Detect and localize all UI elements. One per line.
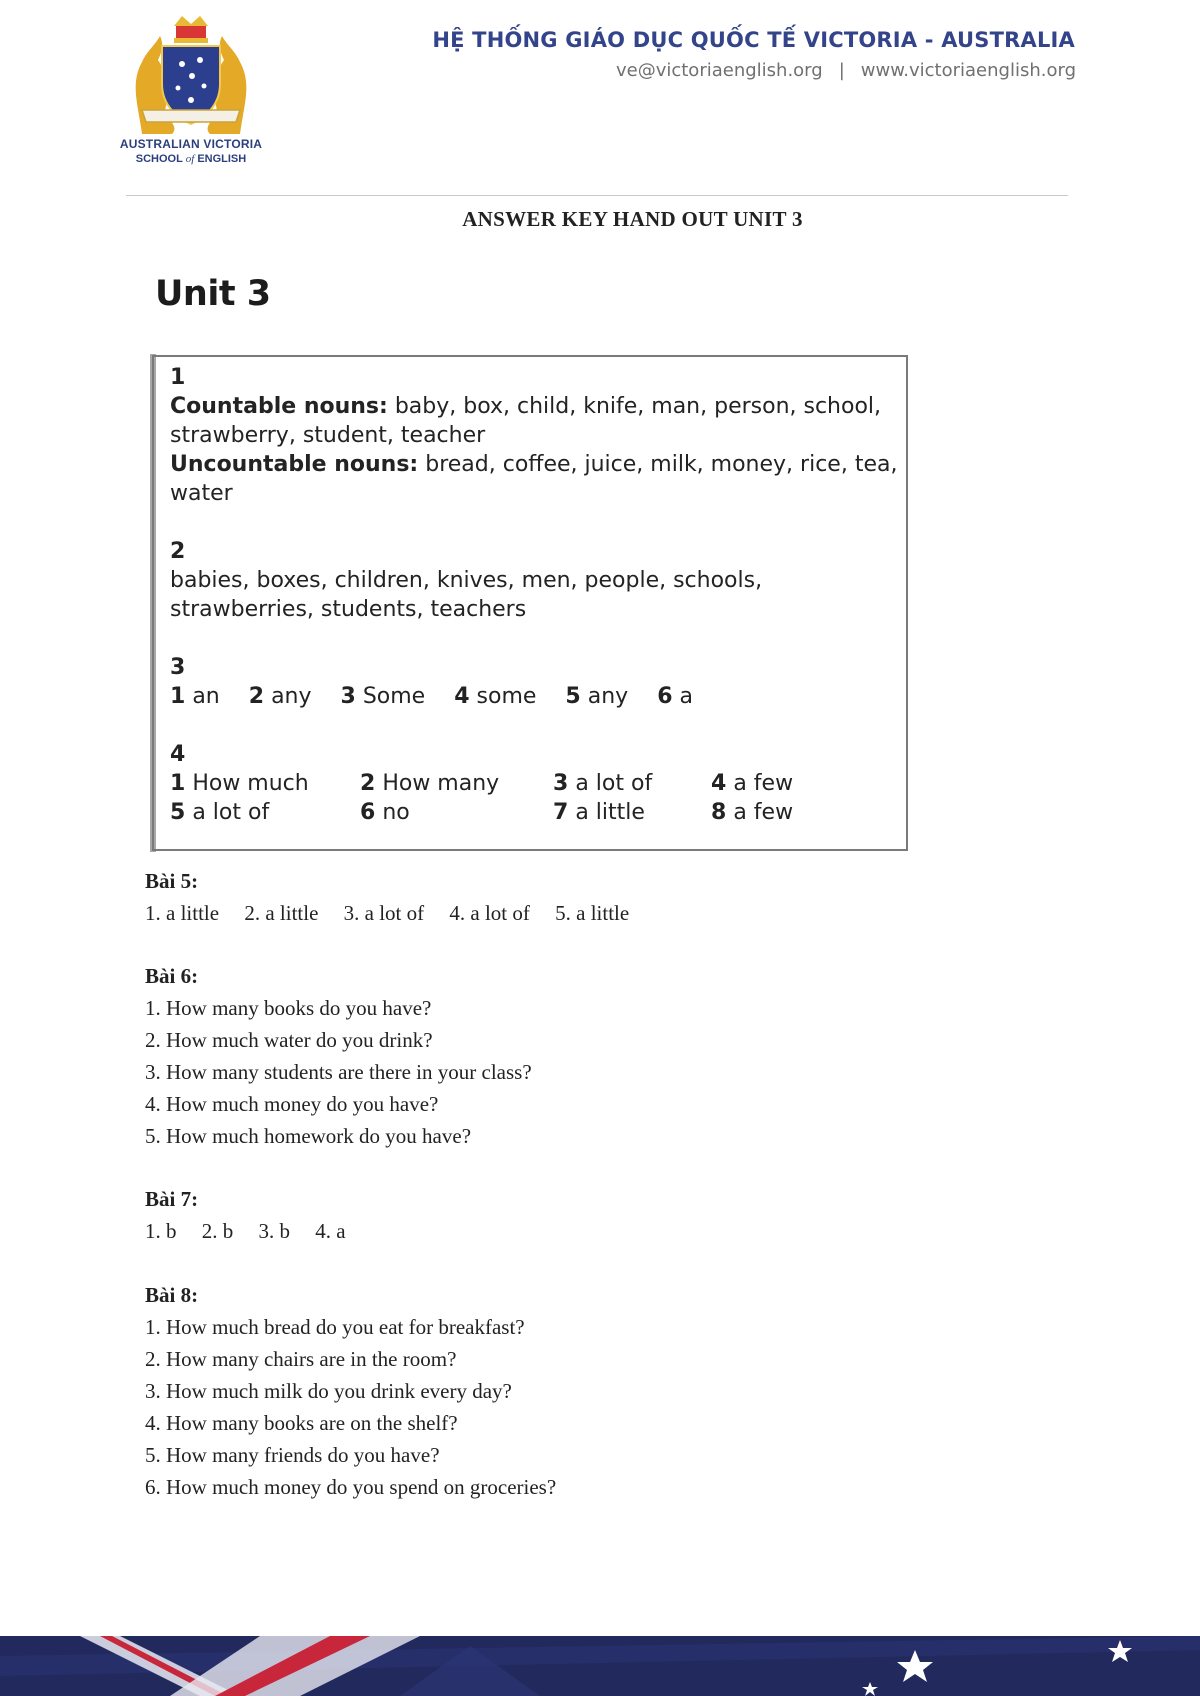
- coat-of-arms-icon: [112, 14, 270, 139]
- bai-8-section: [145, 1279, 556, 1503]
- list-item: 4. How much money do you have?: [145, 1092, 439, 1116]
- list-item: 3. How many students are there in your class?: [145, 1060, 532, 1084]
- answer-item: 5 any: [565, 684, 629, 709]
- list-item: 6. How much money do you spend on groceries?: [145, 1475, 557, 1499]
- exercise-2-text: babies, boxes, children, knives, men, people, schools, strawberries, students, teachers: [170, 568, 763, 622]
- exercise-4-answers: [170, 769, 900, 827]
- answer-item: 2 How many: [360, 771, 500, 796]
- exercise-2-number: 2: [170, 539, 186, 564]
- australian-flag-decoration-icon: [0, 1636, 1200, 1696]
- answer-item: 2. a little: [244, 901, 319, 925]
- answer-item: 3. a lot of: [343, 901, 425, 925]
- bai-7-section: [145, 1183, 366, 1247]
- list-item: 5. How many friends do you have?: [145, 1443, 440, 1467]
- answer-item: 1 an: [170, 684, 220, 709]
- exercise-3-answers: [170, 682, 900, 711]
- answer-item: 1 How much: [170, 771, 309, 796]
- list-item: 1. How many books do you have?: [145, 996, 432, 1020]
- bai-6-section: [145, 960, 532, 1152]
- header-divider: [126, 195, 1068, 196]
- unit-heading: Unit 3: [155, 274, 271, 314]
- footer-flag-banner: [0, 1636, 1200, 1696]
- exercise-4-number: 4: [170, 742, 186, 767]
- logo-text-line2: [112, 153, 270, 165]
- countable-nouns: [170, 392, 900, 450]
- answer-item: 5 a lot of: [170, 800, 270, 825]
- bai-5-section: [145, 865, 649, 929]
- list-item: 5. How much homework do you have?: [145, 1124, 472, 1148]
- logo-text-line1: AUSTRALIAN VICTORIA: [119, 137, 263, 151]
- list-item: 4. How many books are on the shelf?: [145, 1411, 458, 1435]
- bai-6-heading: Bài 6:: [145, 964, 199, 988]
- answer-item: 2. b: [201, 1219, 234, 1243]
- countable-text: baby, box, child, knife, man, person, school, strawberry, student, teacher: [170, 394, 882, 448]
- exercise-1-number: 1: [170, 365, 186, 390]
- email-link[interactable]: ve@victoriaenglish.org: [615, 60, 823, 81]
- logo-text-of: of: [185, 153, 195, 165]
- answer-item: 6 a: [657, 684, 693, 709]
- answer-key-content: [170, 363, 900, 827]
- uncountable-label: Uncountable nouns:: [170, 452, 419, 477]
- bai-5-answers: [145, 897, 649, 929]
- answer-item: 3 a lot of: [553, 771, 653, 796]
- bai-7-answers: [145, 1215, 366, 1247]
- contact-separator: |: [838, 60, 845, 81]
- contact-line: [616, 60, 1076, 81]
- website-link[interactable]: www.victoriaenglish.org: [860, 60, 1076, 81]
- answer-item: 5. a little: [555, 901, 630, 925]
- answer-item: 3 Some: [340, 684, 426, 709]
- answer-item: 3. b: [258, 1219, 290, 1243]
- answer-item: 1. a little: [145, 901, 220, 925]
- exercise-3-number: 3: [170, 655, 186, 680]
- answer-item: 4 some: [454, 684, 537, 709]
- logo-text-school: SCHOOL: [135, 153, 183, 165]
- answer-item: 4 a few: [711, 771, 794, 796]
- answer-item: 2 any: [248, 684, 312, 709]
- answer-item: 7 a little: [553, 800, 645, 825]
- answer-item: 6 no: [360, 800, 410, 825]
- answer-item: 1. b: [145, 1219, 177, 1243]
- bai-5-heading: Bài 5:: [145, 869, 199, 893]
- uncountable-nouns: [170, 450, 900, 508]
- answer-item: 4. a: [315, 1219, 346, 1243]
- answer-item: 8 a few: [711, 800, 794, 825]
- document-title: ANSWER KEY HAND OUT UNIT 3: [462, 207, 803, 231]
- list-item: 3. How much milk do you drink every day?: [145, 1379, 512, 1403]
- list-item: 2. How much water do you drink?: [145, 1028, 433, 1052]
- bai-8-heading: Bài 8:: [145, 1283, 199, 1307]
- logo-text-english: ENGLISH: [197, 153, 247, 165]
- list-item: 1. How much bread do you eat for breakfast?: [145, 1315, 525, 1339]
- answer-item: 4. a lot of: [449, 901, 530, 925]
- org-name: HỆ THỐNG GIÁO DỤC QUỐC TẾ VICTORIA - AUSTRALIA: [432, 28, 1075, 52]
- bai-7-heading: Bài 7:: [145, 1187, 199, 1211]
- school-logo: [112, 14, 270, 174]
- list-item: 2. How many chairs are in the room?: [145, 1347, 457, 1371]
- countable-label: Countable nouns:: [170, 394, 388, 419]
- uncountable-text: bread, coffee, juice, milk, money, rice, tea, water: [170, 452, 898, 506]
- answer-key-box: [152, 355, 908, 851]
